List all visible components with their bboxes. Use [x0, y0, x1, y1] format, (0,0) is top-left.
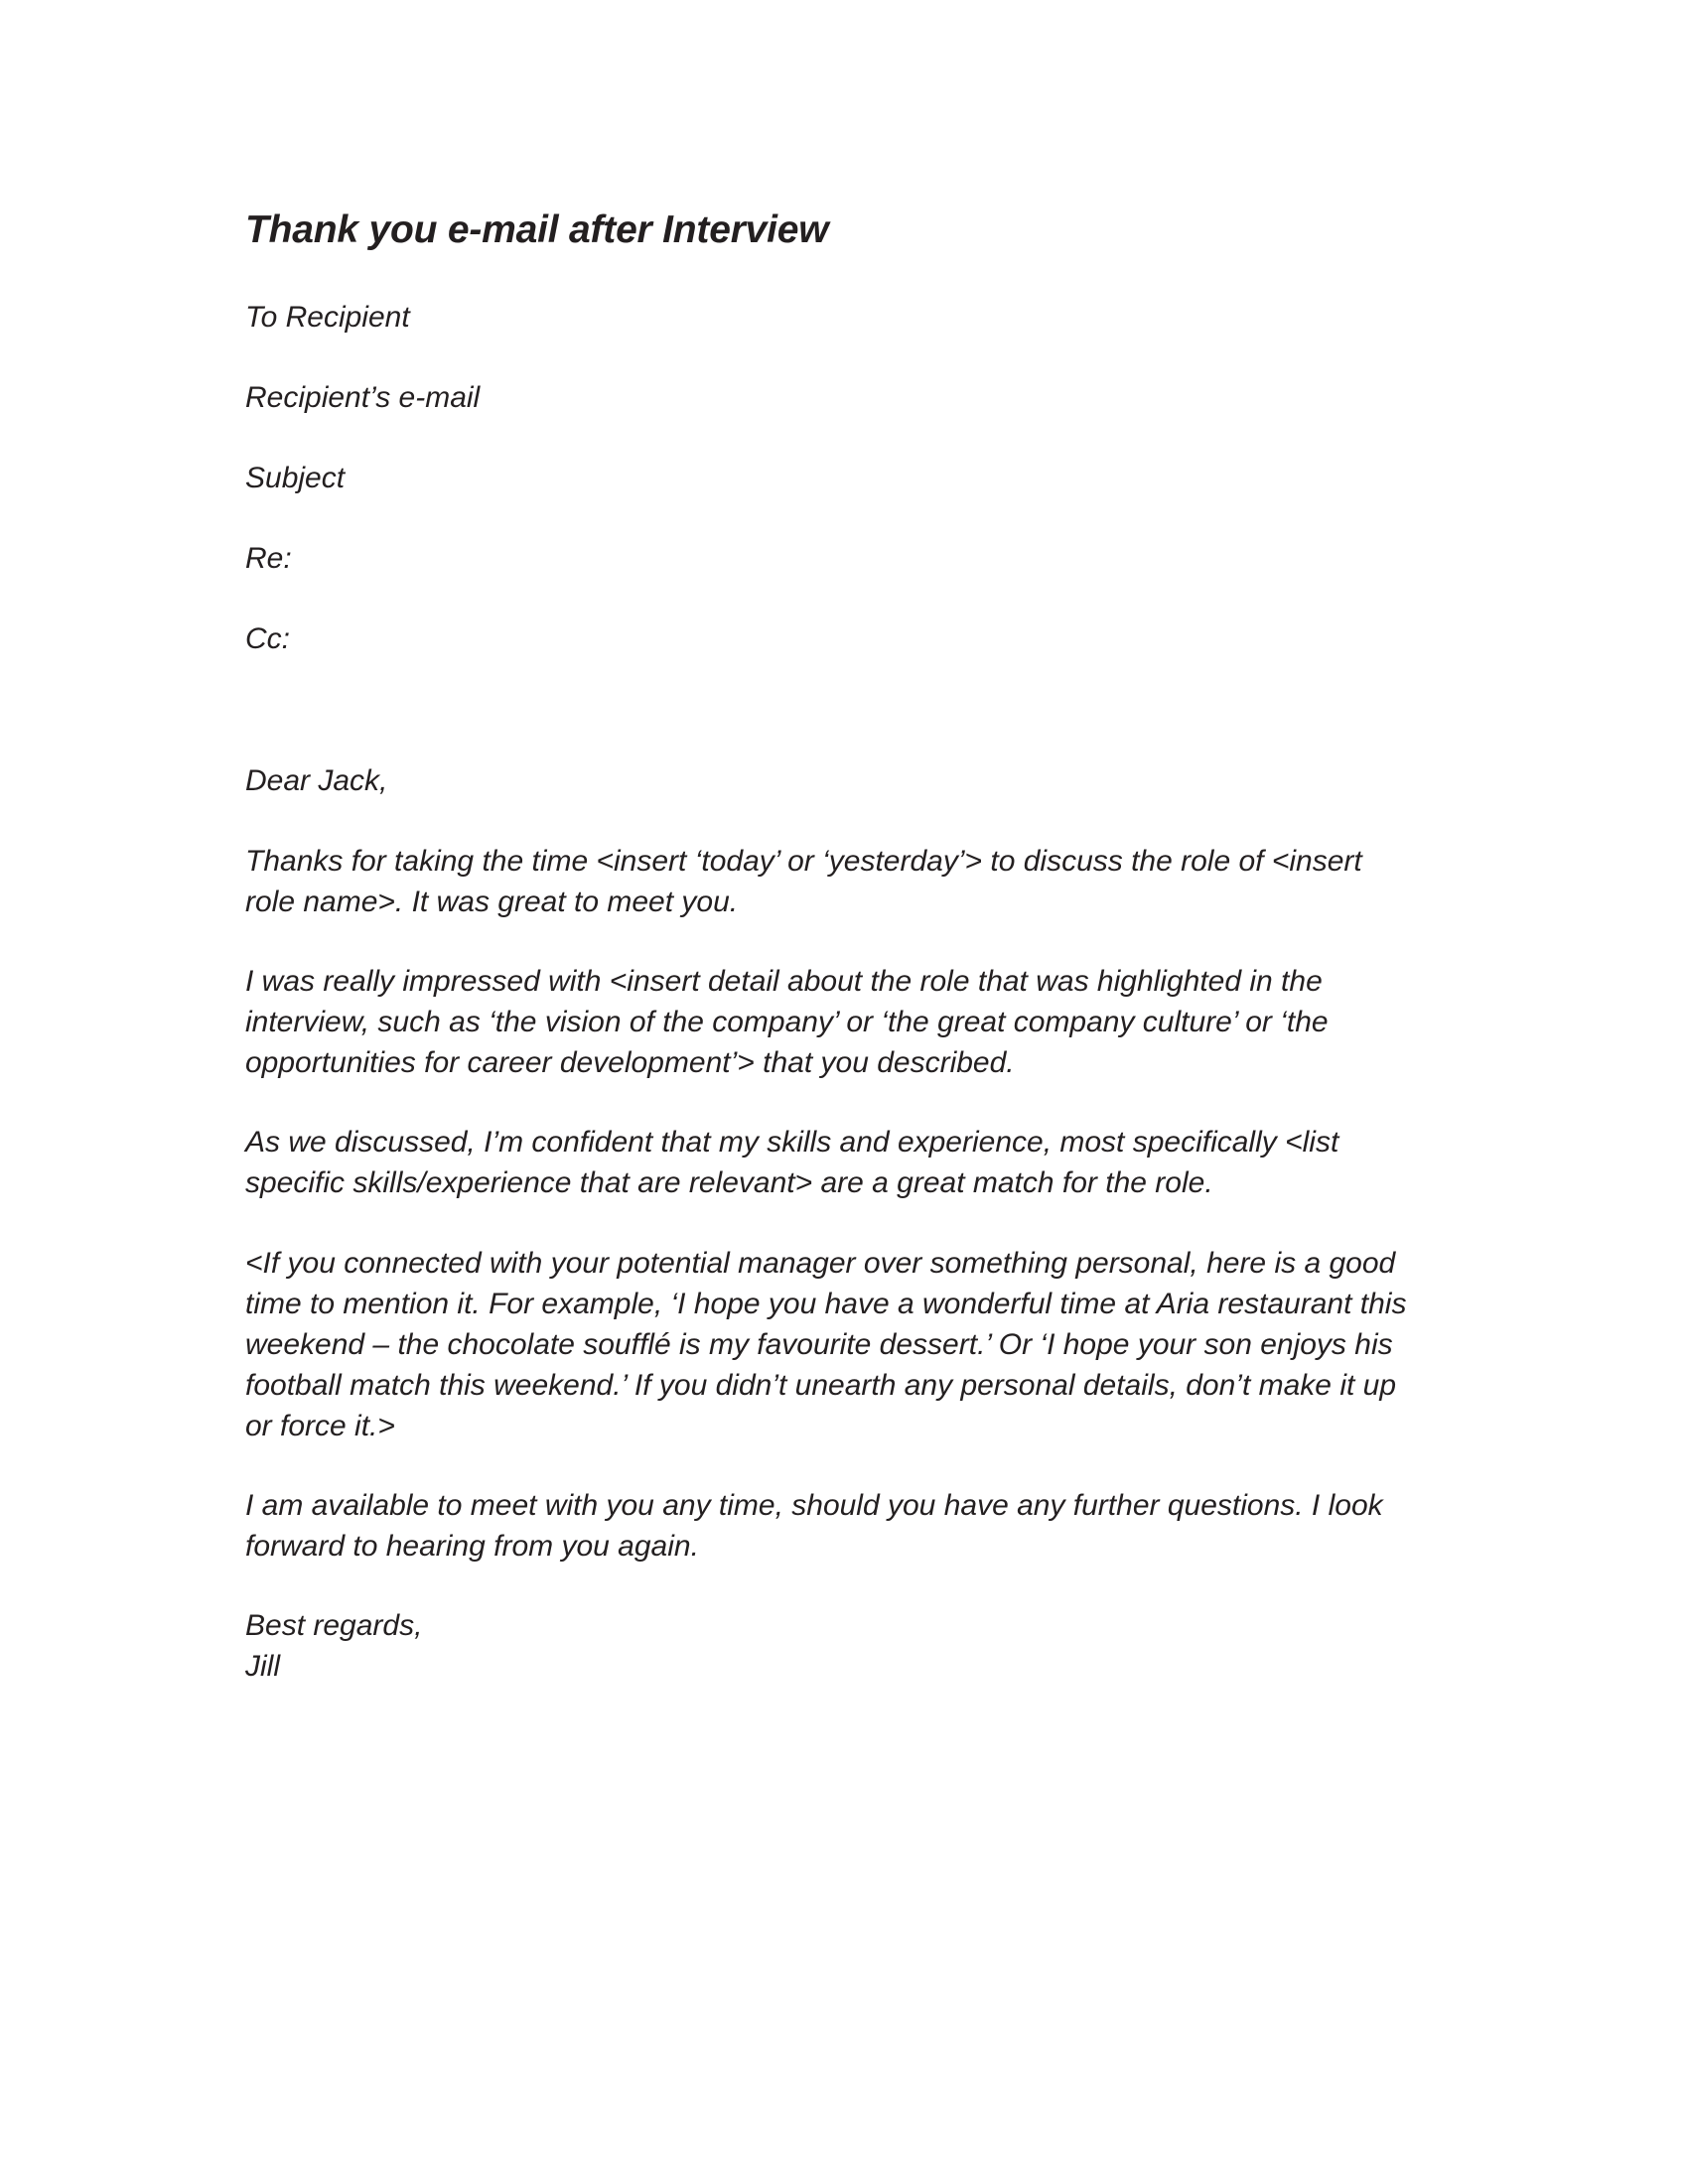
paragraph-thanks-for-time: Thanks for taking the time <insert ‘today’ or ‘yesterday’> to discuss the role of <insert role name>. It was great to meet you.: [245, 844, 1362, 918]
field-to-recipient: To Recipient: [245, 300, 410, 334]
paragraph-skills-match: As we discussed, I’m confident that my skills and experience, most specifically <list specific skills/experience that are relevant> are a great match for the role.: [245, 1126, 1339, 1200]
field-cc: Cc:: [245, 621, 290, 655]
paragraph-impressed-with: I was really impressed with <insert detail about the role that was highlighted in the interview, such as ‘the vision of the company’ or ‘the great company culture’ or ‘the opportunities for career development’> that you described.: [245, 965, 1329, 1080]
paragraph-availability: I am available to meet with you any time, should you have any further questions. I look forward to hearing from you again.: [245, 1488, 1383, 1564]
salutation: Dear Jack,: [245, 763, 388, 797]
closing-salutation: Best regards,: [245, 1609, 423, 1643]
letter-body: [245, 208, 1427, 1687]
header-body-spacer: [245, 702, 1427, 763]
closing-block: [245, 1605, 1427, 1687]
signature-name: Jill: [245, 1650, 280, 1684]
field-subject: Subject: [245, 461, 346, 494]
field-re: Re:: [245, 541, 292, 575]
paragraph-personal-connection: <If you connected with your potential manager over something personal, here is a good time to mention it. For example, ‘I hope you have a wonderful time at Aria restaurant this weekend – the chocolate soufflé is my favourite dessert.’ Or ‘I hope your son enjoys his football match this weekend.’ If you didn’t unearth any personal details, don’t make it up or force it.>: [245, 1246, 1407, 1442]
field-recipient-email: Recipient’s e-mail: [245, 380, 481, 414]
page-title: Thank you e-mail after Interview: [245, 208, 829, 251]
